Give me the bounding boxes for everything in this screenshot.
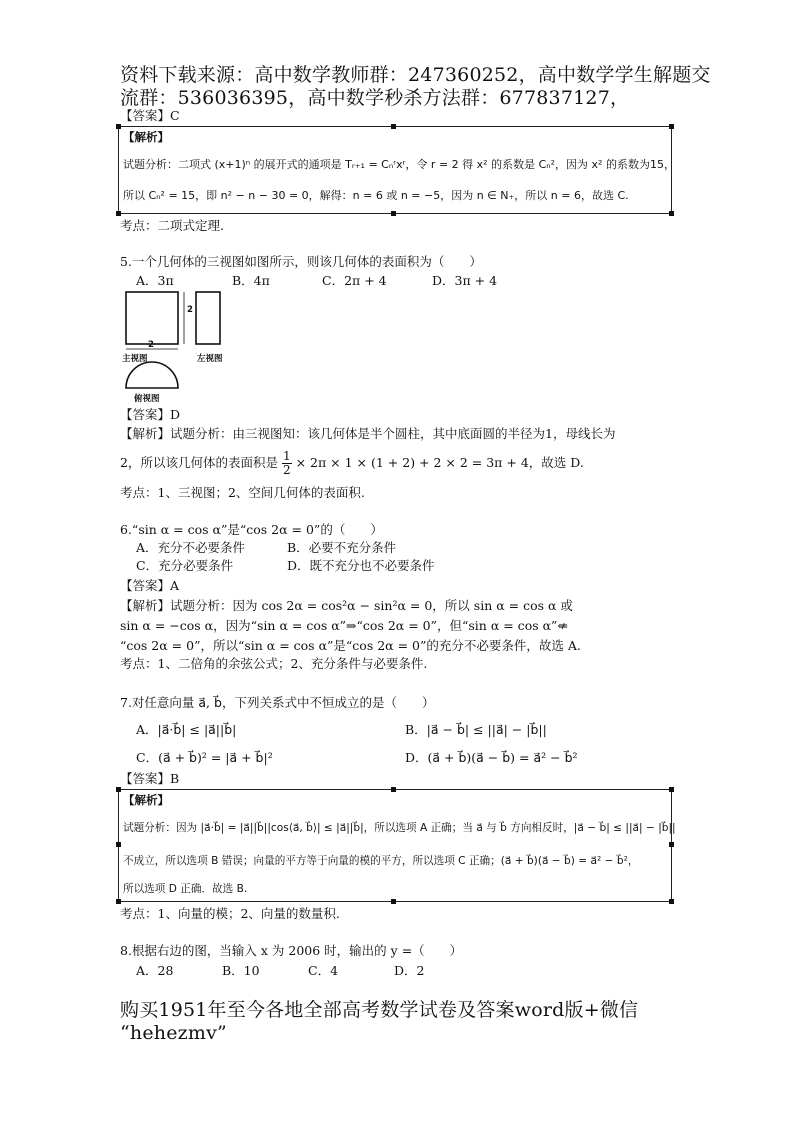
q5-analysis-line-1: 【解析】试题分析：由三视图知：该几何体是半个圆柱，其中底面圆的半径为1，母线长为: [120, 426, 616, 441]
box-corner-handle: [669, 211, 674, 216]
q7-analysis-box: [118, 789, 676, 902]
q5-option-c: C．2π + 4: [322, 273, 387, 288]
box-corner-handle: [116, 124, 121, 129]
q4-box-line-2: 所以 Cₙ² = 15，即 n² − n − 30 = 0，解得：n = 6 或 n = −5，因为 n ∈ N₊，所以 n = 6，故选 C.: [123, 189, 629, 202]
q7-option-a: A．|a⃗·b⃗| ≤ |a⃗||b⃗|: [136, 722, 237, 737]
q8-option-a: A．28: [136, 963, 174, 978]
header-line-2: 流群：536036395，高中数学秒杀方法群：677837127，: [120, 87, 630, 109]
q4-analysis-box: [118, 126, 675, 214]
dim-label-side: 2: [187, 305, 193, 315]
q8-stem: 8.根据右边的图，当输入 x 为 2006 时，输出的 y =（ ）: [120, 943, 463, 958]
q4-kaodian: 考点：二项式定理.: [120, 218, 224, 233]
q8-option-b: B．10: [222, 963, 260, 978]
q7-option-d: D．(a⃗ + b⃗)(a⃗ − b⃗) = a⃗² − b⃗²: [405, 750, 578, 765]
box-corner-handle: [116, 787, 121, 792]
q5-fraction: [282, 450, 292, 477]
q6-answer: 【答案】A: [120, 578, 180, 593]
q7-box-line-3: 所以选项 D 正确．故选 B.: [123, 883, 248, 895]
box-corner-handle: [391, 899, 396, 904]
left-view-rect: [196, 292, 220, 344]
q7-option-c: C．(a⃗ + b⃗)² = |a⃗ + b⃗|²: [136, 750, 273, 765]
q8-option-c: C．4: [308, 963, 339, 978]
q6-option-b: B．必要不充分条件: [287, 540, 397, 555]
q5-analysis-post: × 2π × 1 × (1 + 2) + 2 × 2 = 3π + 4，故选 D.: [295, 455, 584, 470]
top-view-caption: 俯视图: [134, 394, 160, 404]
q7-option-b: B．|a⃗ − b⃗| ≤ ||a⃗| − |b⃗||: [405, 722, 547, 737]
box-corner-handle: [116, 842, 121, 847]
q5-frac-den: 2: [282, 463, 291, 477]
box-corner-handle: [116, 211, 121, 216]
q6-option-c: C．充分必要条件: [136, 558, 234, 573]
box-corner-handle: [669, 842, 674, 847]
q7-box-line-2: 不成立，所以选项 B 错误；向量的平方等于向量的模的平方，所以选项 C 正确；(a⃗ + b⃗)(a⃗ − b⃗) = a⃗² − b⃗²，: [123, 855, 639, 867]
footer-line-2: “hehezmv”: [120, 1022, 227, 1044]
q5-analysis-pre: 2，所以该几何体的表面积是: [120, 455, 278, 470]
q6-analysis-line-3: “cos 2α = 0”，所以“sin α = cos α”是“cos 2α = 0”的充分不必要条件，故选 A.: [120, 638, 581, 653]
box-corner-handle: [669, 899, 674, 904]
q5-option-a: A．3π: [136, 273, 174, 288]
q6-option-d: D．既不充分也不必要条件: [287, 558, 435, 573]
q5-stem: 5.一个几何体的三视图如图所示，则该几何体的表面积为（ ）: [120, 254, 482, 269]
q4-answer: 【答案】C: [120, 108, 180, 123]
q5-option-b: B．4π: [232, 273, 270, 288]
q5-analysis-line-2: [120, 450, 584, 477]
box-corner-handle: [669, 787, 674, 792]
q5-kaodian: 考点：1、三视图；2、空间几何体的表面积.: [120, 485, 365, 500]
q5-option-d: D．3π + 4: [432, 273, 498, 288]
front-view-square: [126, 292, 178, 344]
q8-option-d: D．2: [394, 963, 425, 978]
header-line-1: 资料下载来源：高中数学教师群：247360252，高中数学学生解题交: [120, 64, 711, 86]
q6-option-a: A．充分不必要条件: [136, 540, 246, 555]
footer-line-1: 购买1951年至今各地全部高考数学试卷及答案word版+微信: [120, 999, 639, 1021]
top-view-semicircle: [126, 362, 178, 388]
box-corner-handle: [391, 124, 396, 129]
box-corner-handle: [669, 124, 674, 129]
q7-kaodian: 考点：1、向量的模；2、向量的数量积.: [120, 906, 340, 921]
q4-box-title: 【解析】: [123, 130, 169, 144]
left-view-caption: 左视图: [197, 354, 223, 364]
q5-answer: 【答案】D: [120, 407, 181, 422]
front-view-caption: 主视图: [122, 354, 148, 364]
q7-box-title: 【解析】: [123, 793, 169, 807]
q7-stem: 7.对任意向量 a⃗, b⃗，下列关系式中不恒成立的是（ ）: [120, 695, 435, 710]
q7-answer: 【答案】B: [120, 771, 180, 786]
box-corner-handle: [391, 211, 396, 216]
q4-box-line-1: 试题分析：二项式 (x+1)ⁿ 的展开式的通项是 Tᵣ₊₁ = Cₙʳxʳ，令 r = 2 得 x² 的系数是 Cₙ²，因为 x² 的系数为15，: [123, 158, 675, 171]
q5-options: [136, 273, 497, 289]
box-corner-handle: [116, 899, 121, 904]
q5-frac-num: 1: [282, 449, 291, 463]
q5-three-view-figure: [118, 288, 238, 404]
q8-options: [136, 963, 424, 979]
q6-analysis-line-2: sin α = −cos α，因为“sin α = cos α”⇒“cos 2α = 0”，但“sin α = cos α”⇍: [120, 618, 568, 633]
q6-stem: 6.“sin α = cos α”是“cos 2α = 0”的（ ）: [120, 522, 383, 537]
q6-analysis-line-1: 【解析】试题分析：因为 cos 2α = cos²α − sin²α = 0，所以 sin α = cos α 或: [120, 598, 573, 613]
q6-kaodian: 考点：1、二倍角的余弦公式；2、充分条件与必要条件.: [120, 656, 428, 671]
q7-box-line-1: 试题分析：因为 |a⃗·b⃗| = |a⃗||b⃗||cos⟨a⃗, b⃗⟩| ≤ |a⃗||b⃗|，所以选项 A 正确；当 a⃗ 与 b⃗ 方向相反时，|a⃗ − b⃗| ≤ ||a⃗| − |b⃗||: [123, 822, 676, 834]
box-corner-handle: [391, 787, 396, 792]
dim-label-bottom: 2: [148, 340, 154, 350]
